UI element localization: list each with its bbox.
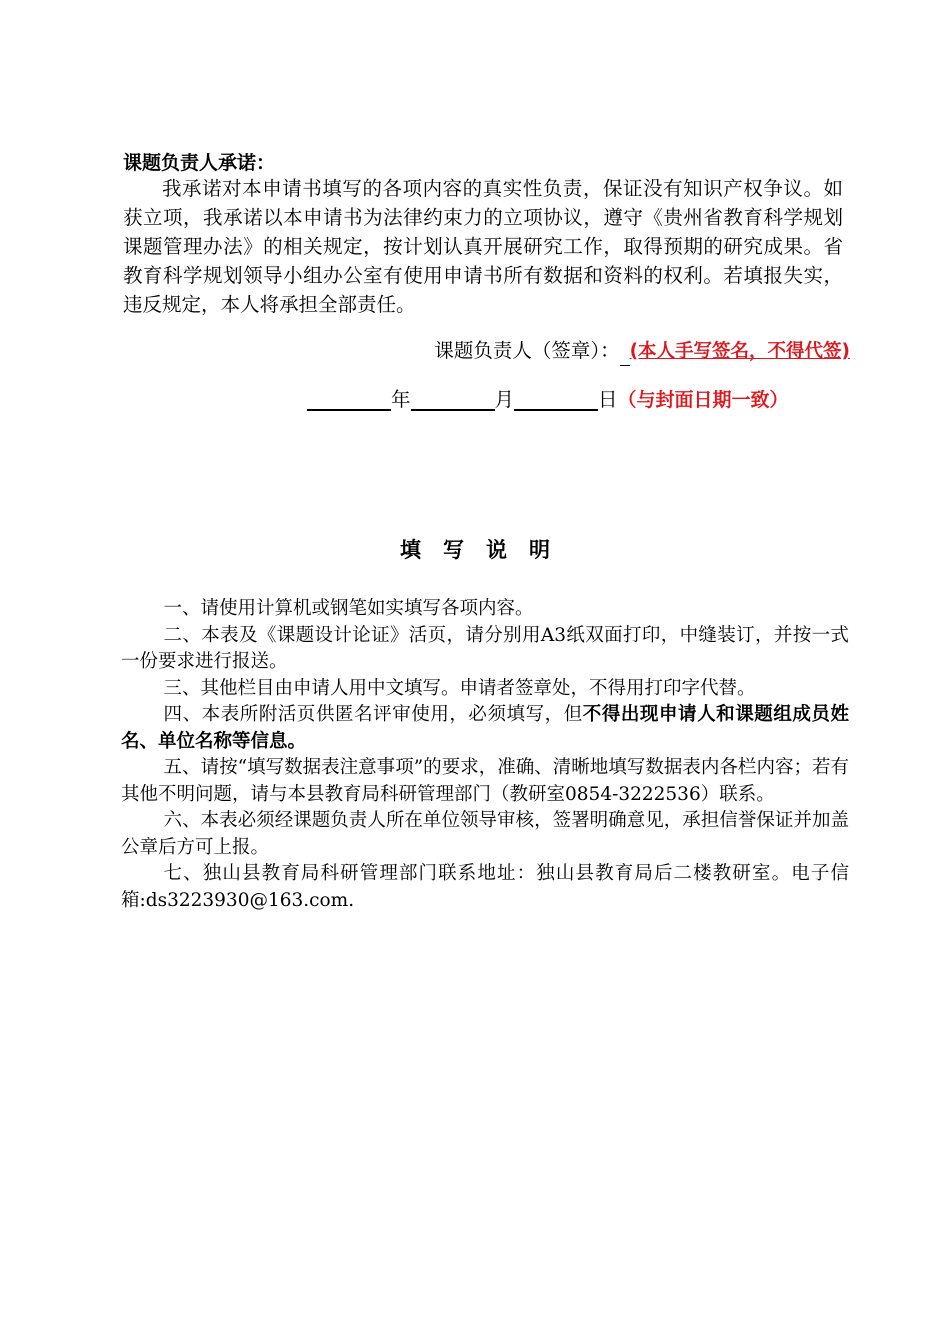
instructions-title: 填写说明 [400,538,572,562]
instructions-list [121,596,849,914]
date-line [307,386,789,414]
signature-line [434,337,850,366]
day-blank [514,387,598,411]
year-label: 年 [391,388,411,411]
signature-note: (本人手写签名，不得代签) [629,341,850,362]
pledge-body: 我承诺对本申请书填写的各项内容的真实性负责，保证没有知识产权争议。如获立项，我承诺以本申请书为法律约束力的立项协议，遵守《贵州省教育科学规划课题管理办法》的相关规定，按计划认真开展研究工作，取得预期的研究成果。省教育科学规划领导小组办公室有使用申请书所有数据和资料的权利。若填报失实，违反规定，本人将承担全部责任。 [123,177,843,316]
day-label: 日 [598,388,618,411]
date-note: （与封面日期一致） [617,389,789,411]
year-blank [307,387,391,411]
instruction-item-5: 五、请按“填写数据表注意事项”的要求，准确、清晰地填写数据表内各栏内容；若有其他不明问题，请与本县教育局科研管理部门（教研室0854-3222536）联系。 [121,757,849,805]
instruction-item-4 [121,702,849,755]
pledge-heading: 课题负责人承诺： [123,152,276,174]
month-label: 月 [494,388,515,411]
instruction-item-4-text: 四、本表所附活页供匿名评审使用，必须填写，但 [163,704,583,725]
instruction-item-6: 六、本表必须经课题负责人所在单位领导审核，签署明确意见，承担信誉保证并加盖公章后方可上报。 [121,810,849,858]
instruction-item-4-emphasis: 不得出现申请人和课题组成员姓名、单位名称等信息。 [121,704,849,752]
signature-blank [620,345,630,366]
signature-label: 课题负责人（签章）： [434,339,620,362]
instruction-item-1: 一、请使用计算机或钢笔如实填写各项内容。 [163,598,534,619]
instruction-item-3: 三、其他栏目由申请人用中文填写。申请者签章处，不得用打印字代替。 [163,677,756,699]
instruction-item-7: 七、独山县教育局科研管理部门联系地址：独山县教育局后二楼教研室。电子信箱:ds3223930@163.com. [121,863,849,911]
instruction-item-2: 二、本表及《课题设计论证》活页，请分别用A3纸双面打印，中缝装订，并按一式一份要求进行报送。 [121,624,849,672]
month-blank [411,387,495,411]
